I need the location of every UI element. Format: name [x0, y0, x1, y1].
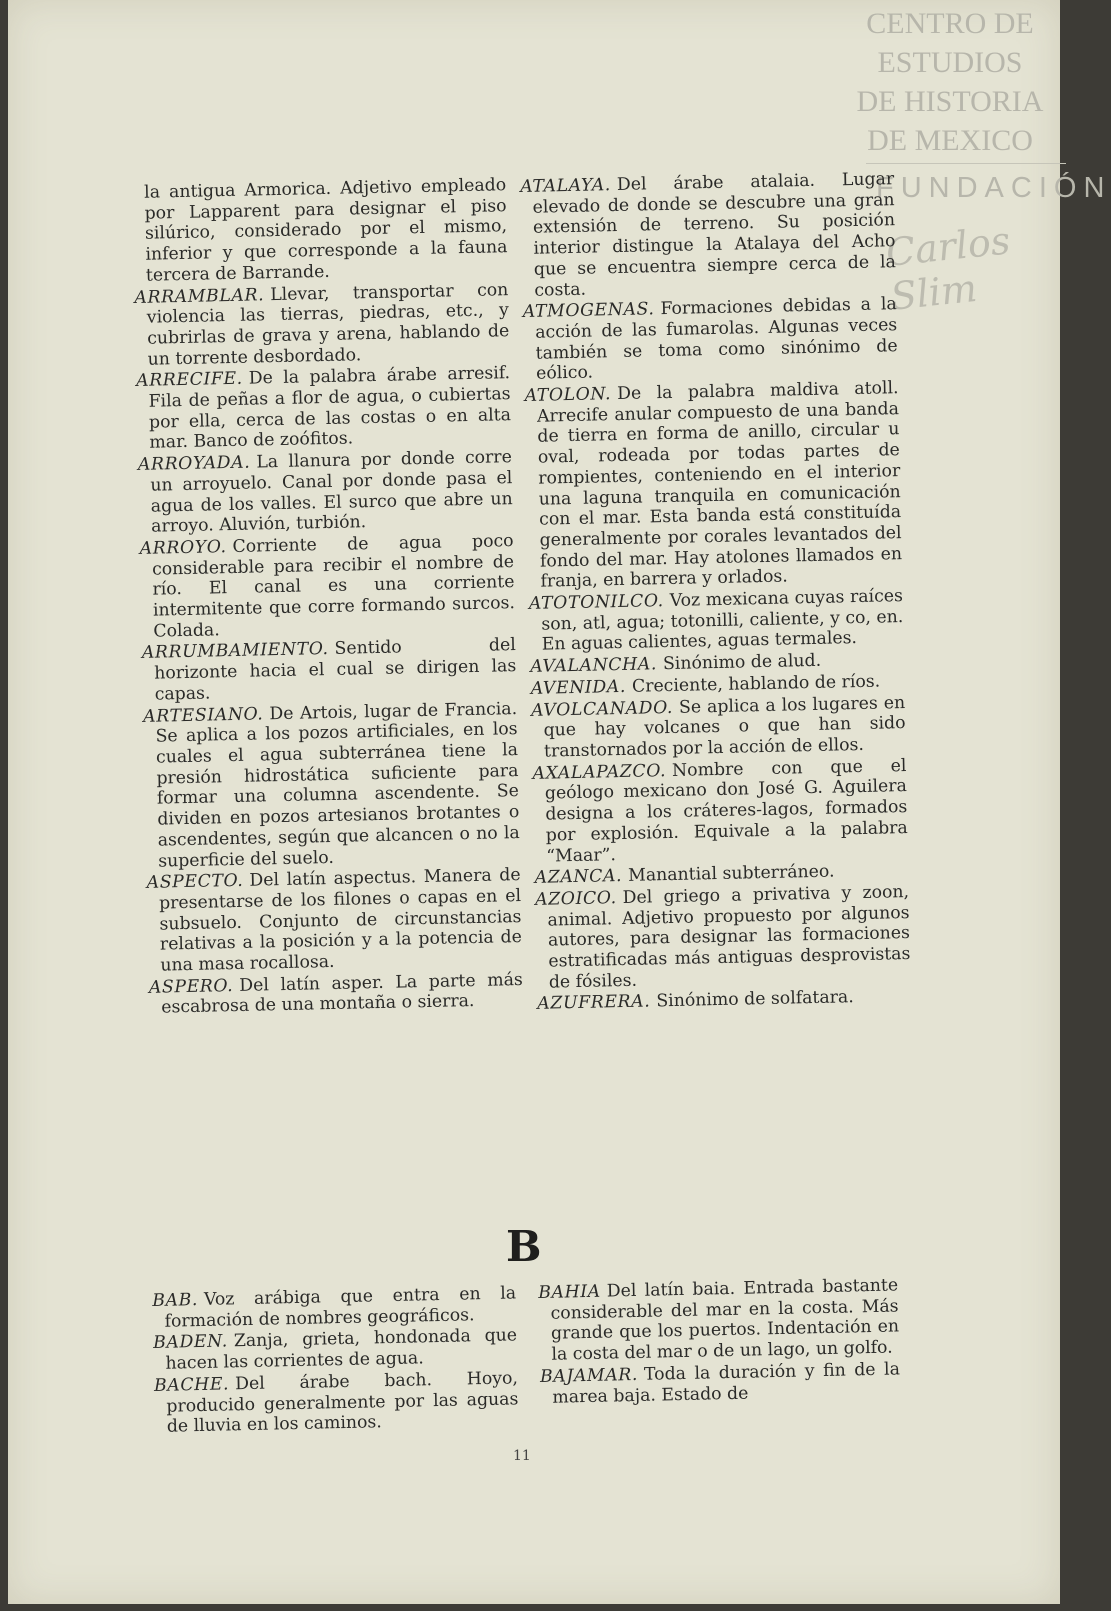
entry-term: AVENIDA.: [530, 676, 627, 699]
entry-definition: Del árabe bach. Hoyo, producido generalmente por las aguas de lluvia en los caminos.: [166, 1368, 519, 1437]
dictionary-entry: [535, 882, 911, 993]
entry-term: AXALAPAZCO.: [532, 760, 667, 784]
dictionary-entry: [538, 1275, 900, 1365]
entry-term: ARRECIFE.: [135, 369, 244, 392]
watermark-line: DE MEXICO: [867, 124, 1033, 157]
entry-definition: Del árabe atalaia. Lugar elevado de donde se descubre una gran extensión de terreno. Su posición interior distingue la Atalaya del Acho que se encuentra siempre cerca de la costa.: [532, 169, 897, 301]
dictionary-entry: [540, 1359, 901, 1408]
entry-definition: La llanura por donde corre un arroyuelo. Canal por donde pasa el agua de los valles. El surco que abre un arroyo. Aluvión, turbión.: [150, 447, 513, 537]
entry-term: AZOICO.: [534, 888, 617, 910]
dictionary-entry: [139, 531, 515, 642]
entry-definition: Corriente de agua poco considerable para recibir el nombre de río. El canal es una corriente intermitente que corre formando surcos. Colada.: [151, 531, 516, 642]
entry-definition: Zanja, grieta, hondonada que hacen las corrientes de agua.: [165, 1325, 518, 1374]
left-column-a: [132, 175, 523, 1020]
entry-term: ATOTONILCO.: [528, 591, 664, 614]
entry-term: ASPECTO.: [146, 871, 244, 894]
document-page: [8, 0, 1111, 1604]
dictionary-entry: [524, 378, 902, 593]
dictionary-entry: [532, 756, 908, 867]
entry-term: BACHE.: [153, 1374, 230, 1396]
entry-term: ARROYO.: [139, 537, 227, 559]
left-column-b: [152, 1283, 519, 1439]
dictionary-entry: [153, 1326, 518, 1375]
watermark-line: CENTRO DE: [866, 7, 1034, 40]
dictionary-entry: [142, 636, 517, 706]
entry-term: BAHIA: [538, 1281, 601, 1303]
entry-term: ATOLON.: [524, 384, 612, 406]
dictionary-entry: [529, 586, 904, 656]
entry-definition: Creciente, hablando de ríos.: [631, 671, 881, 697]
entry-term: AVALANCHA.: [530, 654, 658, 678]
entry-term: ATMOGENAS.: [522, 299, 655, 323]
dictionary-entry: [136, 363, 512, 454]
dictionary-entry: [149, 970, 524, 1019]
entry-term: ARRUMBAMIENTO.: [141, 639, 329, 664]
watermark-divider: [866, 163, 1066, 164]
watermark-line: DE HISTORIA: [856, 85, 1044, 118]
entry-definition: Llevar, transportar con violencia las tierras, piedras, etc., y cubrirlas de grava y arena, hablando de un torrente desbordado.: [146, 279, 510, 370]
entry-term: ARTESIANO.: [142, 703, 264, 727]
dictionary-entry: [152, 1283, 517, 1332]
entry-definition: Del griego a privativa y zoon, animal. Adjetivo propuesto por algunos autores, para designar las formaciones estratificadas más antiguas desprovistas de fósiles.: [547, 881, 911, 993]
entry-definition: Sinónimo de solfatara.: [656, 987, 854, 1012]
signature-watermark: Carlos Slim: [883, 218, 1013, 319]
dictionary-entry: [134, 280, 510, 371]
dictionary-entry: [154, 1368, 519, 1438]
watermark-line: ESTUDIOS: [877, 46, 1023, 79]
entry-term: ARRAMBLAR.: [134, 284, 265, 308]
entry-term: AZANCA.: [534, 866, 623, 889]
entry-term: AVOLCANADO.: [530, 697, 674, 721]
entry-definition: Del latín baia. Entrada bastante considerable del mar en la costa. Más grande que los puertos. Indentación en la costa del mar o de un lago, un golfo.: [550, 1275, 900, 1365]
section-letter-heading: B: [506, 1222, 542, 1271]
entry-term: BAJAMAR.: [539, 1364, 639, 1387]
entry-definition: Sentido del horizonte hacia el cual se dirigen las capas.: [154, 635, 517, 705]
right-column-b: [538, 1275, 901, 1409]
entry-term: ASPERO.: [148, 975, 234, 998]
entry-term: AZUFRERA.: [537, 991, 651, 1015]
entry-term: BADEN.: [152, 1331, 229, 1354]
entry-definition: Voz mexicana cuyas raíces son, atl, agua; totonilli, caliente, y co, en. En aguas calientes, aguas termales.: [541, 586, 904, 656]
entry-definition: Sinónimo de alud.: [662, 650, 822, 675]
right-column-a: [520, 169, 911, 1016]
entry-term: ARROYADA.: [137, 452, 251, 476]
foundation-watermark: FUNDACIÓN: [876, 172, 1111, 204]
entry-definition: Del latín aspectus. Manera de presentarse de los filones o capas en el subsuelo. Conjunto de circunstancias relativas a la posición y a la potencia de una masa rocallosa.: [158, 865, 523, 976]
page-number: 11: [513, 1448, 531, 1464]
dictionary-entry: [143, 699, 520, 872]
entry-definition: Nombre con que el geólogo mexicano don José G. Aguilera designa a los cráteres-lagos, formados por explosión. Equivale a la palabra “Maar”.: [544, 755, 908, 867]
dictionary-entry: [138, 447, 514, 538]
entry-definition: Formaciones debidas a la acción de las fumarolas. Algunas veces también se toma como sinónimo de eólico.: [535, 294, 898, 385]
entry-definition: Manantial subterráneo.: [627, 861, 835, 887]
entry-term: ATALAYA.: [520, 175, 612, 197]
entry-definition: Toda la duración y fin de la marea baja. Estado de: [552, 1359, 901, 1408]
entry-definition: De la palabra árabe arresif. Fila de peñas a flor de agua, o cubiertas por ella, cerca de las costas o en alta mar. Banco de zoófitos.: [148, 363, 512, 454]
entry-definition: la antigua Armorica. Adjetivo empleado por Lapparent para designar el piso silúrico, considerado por el mismo, inferior y que corresponde a la fauna tercera de Barrande.: [143, 175, 508, 286]
entry-definition: De la palabra maldiva atoll. Arrecife anular compuesto de una banda de tierra en forma de anillo, circular u oval, rodeada por todas partes de rompientes, conteniendo en el interior una laguna tranquila en comunicación con el mar. Esta banda está constituída generalmente por corales levantados del fondo del mar. Hay atolones llamados en franja, en barrera y orlados.: [536, 378, 903, 593]
entry-definition: Del latín asper. La parte más escabrosa de una montaña o sierra.: [161, 969, 523, 1018]
dictionary-entry: [520, 169, 897, 301]
entry-definition: De Artois, lugar de Francia. Se aplica a los pozos artificiales, en los cuales el agua subterránea tiene la presión hidrostática suficiente para formar una columna ascendente. Se dividen en pozos artesianos brotantes o ascendentes, según que alcancen o no la superficie del suelo.: [155, 698, 520, 872]
dictionary-entry: [523, 294, 899, 385]
entry-definition: Se aplica a los lugares en que hay volcanes o que han sido transtornados por la acción de ellos.: [543, 692, 906, 762]
entry-term: BAB.: [152, 1290, 199, 1311]
dictionary-entry: [531, 693, 906, 763]
dictionary-entry: [132, 175, 508, 286]
entry-definition: Voz arábiga que entra en la formación de nombres geográficos.: [164, 1283, 517, 1332]
dictionary-entry: [146, 865, 522, 976]
institution-watermark: [850, 4, 1050, 160]
